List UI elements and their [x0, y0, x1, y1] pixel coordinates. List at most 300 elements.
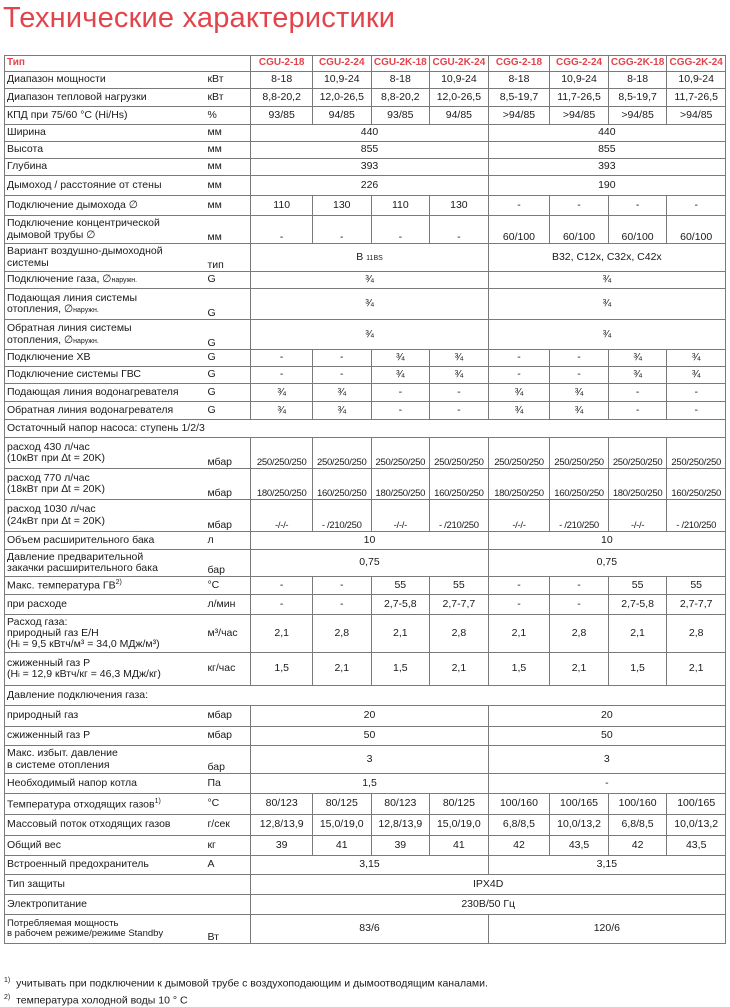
- label-text: Подключение газа, ∅: [7, 273, 111, 285]
- cgg-group-value: ¾: [488, 320, 725, 350]
- exp-tank-unit: л: [206, 532, 250, 550]
- natural-gas-label: [5, 706, 207, 727]
- value-cell: 2,8: [312, 615, 371, 653]
- row-flow-430: [5, 438, 726, 469]
- chimney-label: [5, 176, 207, 196]
- value-cell: ¾: [667, 350, 726, 367]
- label-text: Массовый поток отходящих газов: [7, 818, 170, 830]
- row-height: [5, 142, 726, 159]
- page-title: Технические характеристики: [3, 2, 395, 35]
- heater-return-label: [5, 402, 207, 420]
- label-text: закачки расширительного бака: [7, 562, 158, 574]
- value-cell: 8,8-20,2: [371, 89, 430, 107]
- heater-return-unit: G: [206, 402, 250, 420]
- value-cell: ¾: [488, 402, 550, 420]
- value-cell: -: [312, 216, 371, 244]
- row-flow-line: [5, 289, 726, 320]
- return-line-unit: G: [206, 320, 250, 350]
- protection-value: IPX4D: [251, 875, 726, 895]
- value-cell: 12,0-26,5: [430, 89, 489, 107]
- cgu-group-value: 855: [251, 142, 488, 159]
- gas-flow-lpg-hi: (H: [7, 668, 18, 680]
- power-range-label: [5, 72, 207, 89]
- row-efficiency: [5, 107, 726, 125]
- row-dhw: [5, 367, 726, 384]
- cgu-group-value: 1,5: [251, 774, 488, 794]
- value-cell: 100/160: [488, 794, 550, 815]
- value-cell: 42: [608, 836, 667, 856]
- hi-subscript: i: [18, 642, 20, 649]
- label-text: Подключение концентрической: [7, 217, 160, 229]
- label-text: Диапазон тепловой нагрузки: [7, 91, 147, 103]
- value-cell: -: [251, 595, 313, 615]
- weight-label: [5, 836, 207, 856]
- label-text: Температура отходящих газов: [7, 798, 155, 810]
- value-cell: - /210/250: [312, 500, 371, 532]
- value-cell: 80/123: [251, 794, 313, 815]
- value-cell: 160/250/250: [667, 469, 726, 500]
- row-supply: [5, 895, 726, 915]
- row-air-flue: [5, 244, 726, 272]
- value-cell: 8-18: [488, 72, 550, 89]
- cold-water-label: [5, 350, 207, 367]
- value-cell: 15,0/19,0: [430, 815, 489, 836]
- value-cell: -: [312, 350, 371, 367]
- consumption-unit: Вт: [206, 915, 250, 944]
- value-cell: 10,0/13,2: [550, 815, 609, 836]
- value-cell: 10,9-24: [430, 72, 489, 89]
- gas-flow-title: Расход газа:: [7, 616, 67, 628]
- label-text: расход 430 л/час: [7, 441, 90, 453]
- value-cell: 94/85: [312, 107, 371, 125]
- cgu-group-value: 20: [251, 706, 488, 727]
- footnote-mark: 1): [155, 798, 161, 805]
- value-cell: -: [430, 216, 489, 244]
- return-line-label: [5, 320, 207, 350]
- value-cell: 60/100: [550, 216, 609, 244]
- cgu-group-value: ¾: [251, 272, 488, 289]
- value-cell: 8-18: [251, 72, 313, 89]
- value-cell: 41: [312, 836, 371, 856]
- natural-gas-unit: мбар: [206, 706, 250, 727]
- value-cell: 93/85: [371, 107, 430, 125]
- row-natural-gas: [5, 706, 726, 727]
- cgu-group-value: ¾: [251, 320, 488, 350]
- value-cell: -: [251, 216, 313, 244]
- cgg-group-value: ¾: [488, 272, 725, 289]
- row-at-flow: [5, 595, 726, 615]
- flow-1030-unit: мбар: [206, 500, 250, 532]
- footnote-mark: 2): [116, 579, 122, 586]
- gas-conn-unit: G: [206, 272, 250, 289]
- value-cell: 60/100: [488, 216, 550, 244]
- flow-770-label: [5, 469, 207, 500]
- row-flow-770: [5, 469, 726, 500]
- value-cell: -: [371, 384, 430, 402]
- value-cell: 180/250/250: [608, 469, 667, 500]
- value-cell: 160/250/250: [312, 469, 371, 500]
- row-lpg: [5, 727, 726, 746]
- value-cell: 250/250/250: [667, 438, 726, 469]
- value-cell: ¾: [312, 402, 371, 420]
- value-cell: -: [488, 350, 550, 367]
- flow-line-label: [5, 289, 207, 320]
- power-range-unit: кВт: [206, 72, 250, 89]
- row-consumption: [5, 915, 726, 944]
- value-cell: -: [667, 384, 726, 402]
- label-text: Общий вес: [7, 839, 61, 851]
- cgg-group-value: 120/6: [488, 915, 725, 944]
- cgg-group-value: 393: [488, 159, 725, 176]
- value-cell: 2,7-5,8: [371, 595, 430, 615]
- cgg-group-value: 3: [488, 746, 725, 774]
- value-cell: -: [251, 350, 313, 367]
- flow-line-unit: G: [206, 289, 250, 320]
- weight-unit: кг: [206, 836, 250, 856]
- footnote-2: $^{2)}$ температура холодной воды 10 ° C: [4, 991, 488, 1007]
- cgu-group-value: 50: [251, 727, 488, 746]
- value-cell: -: [488, 577, 550, 595]
- value-cell: 250/250/250: [430, 438, 489, 469]
- value-cell: -/-/-: [488, 500, 550, 532]
- header-model: CGG-2-18: [488, 56, 550, 72]
- exp-tank-label: [5, 532, 207, 550]
- value-cell: 8,5-19,7: [608, 89, 667, 107]
- label-text: Глубина: [7, 160, 47, 172]
- value-cell: 1,5: [608, 653, 667, 686]
- air-flue-label: [5, 244, 207, 272]
- cgu-group-value: 10: [251, 532, 488, 550]
- value-cell: 2,7-7,7: [667, 595, 726, 615]
- value-cell: 60/100: [667, 216, 726, 244]
- value-cell: 1,5: [251, 653, 313, 686]
- cgu-group-value: ¾: [251, 289, 488, 320]
- value-cell: 160/250/250: [550, 469, 609, 500]
- value-cell: -: [667, 196, 726, 216]
- label-text: Подающая линия водонагревателя: [7, 386, 179, 398]
- label-text: дымовой трубы ∅: [7, 229, 95, 241]
- label-text: КПД при 75/60 °C (Hi/Hs): [7, 109, 128, 121]
- value-cell: 2,8: [667, 615, 726, 653]
- row-coax-conn: [5, 216, 726, 244]
- header-model: CGG-2K-24: [667, 56, 726, 72]
- label-subscript: наружн.: [73, 307, 99, 314]
- row-pre-pressure: [5, 550, 726, 577]
- header-unit-cell: [206, 56, 250, 72]
- value-cell: 55: [430, 577, 489, 595]
- label-subscript: наружн.: [111, 277, 137, 284]
- value-cell: -: [550, 196, 609, 216]
- value-cell: 100/165: [667, 794, 726, 815]
- value-cell: ¾: [608, 367, 667, 384]
- value-cell: 1,5: [371, 653, 430, 686]
- at-flow-unit: л/мин: [206, 595, 250, 615]
- coax-conn-unit: мм: [206, 216, 250, 244]
- label-text: Вариант воздушно-дымоходной: [7, 245, 163, 257]
- value-cell: 6,8/8,5: [608, 815, 667, 836]
- cgg-group-value: ¾: [488, 289, 725, 320]
- cgu-group-value: [251, 244, 488, 272]
- label-text: (10кВт при ∆t = 20K): [7, 452, 105, 464]
- footnote-1: $^{1)}$ учитывать при подключении к дымовой трубе с воздухоподающим и дымоотводящим каналами.: [4, 974, 488, 991]
- value-cell: 41: [430, 836, 489, 856]
- value-cell: 100/165: [550, 794, 609, 815]
- value-cell: -: [608, 402, 667, 420]
- value-cell: -: [251, 577, 313, 595]
- pre-pressure-unit: бар: [206, 550, 250, 577]
- row-mass-flow: [5, 815, 726, 836]
- row-gas-lpg: [5, 653, 726, 686]
- flow-430-label: [5, 438, 207, 469]
- hi-subscript: i: [18, 672, 20, 679]
- flue-conn-label: [5, 196, 207, 216]
- value-cell: 8,5-19,7: [488, 89, 550, 107]
- gas-flow-ng-label: [5, 615, 207, 653]
- value-cell: 110: [371, 196, 430, 216]
- value-cell: 2,1: [251, 615, 313, 653]
- value-cell: 10,9-24: [667, 72, 726, 89]
- draught-label: [5, 774, 207, 794]
- value-cell: ¾: [550, 384, 609, 402]
- label-text: Потребляемая мощность: [7, 918, 119, 929]
- heat-load-label: [5, 89, 207, 107]
- label-text: Дымоход / расстояние от стены: [7, 179, 162, 191]
- row-exp-tank: [5, 532, 726, 550]
- value-cell: >94/85: [608, 107, 667, 125]
- label-text: Подключение системы ГВС: [7, 368, 141, 380]
- value-cell: 42: [488, 836, 550, 856]
- flow-1030-label: [5, 500, 207, 532]
- row-fuse: [5, 856, 726, 875]
- draught-unit: Па: [206, 774, 250, 794]
- consumption-label: [5, 915, 207, 944]
- label-text: Подключение дымохода ∅: [7, 199, 138, 211]
- value-cell: -: [550, 595, 609, 615]
- value-cell: - /210/250: [667, 500, 726, 532]
- label-text: Обратная линия системы: [7, 322, 132, 334]
- row-power-range: [5, 72, 726, 89]
- row-draught: [5, 774, 726, 794]
- value-cell: 80/125: [312, 794, 371, 815]
- value-cell: 93/85: [251, 107, 313, 125]
- value-cell: 12,8/13,9: [371, 815, 430, 836]
- cold-water-unit: G: [206, 350, 250, 367]
- value-cell: ¾: [608, 350, 667, 367]
- value-cell: 55: [667, 577, 726, 595]
- header-model: CGU-2K-18: [371, 56, 430, 72]
- row-pump-head: [5, 420, 726, 438]
- row-chimney: [5, 176, 726, 196]
- value-cell: ¾: [312, 384, 371, 402]
- gas-flow-ng-spec: = 9,5 кВтч/м³ = 34,0 МДж/м³): [20, 638, 160, 650]
- value-cell: ¾: [371, 350, 430, 367]
- specs-table: [4, 55, 726, 944]
- value-cell: 100/160: [608, 794, 667, 815]
- value-cell: 250/250/250: [251, 438, 313, 469]
- value-cell: -: [667, 402, 726, 420]
- value-cell: 55: [371, 577, 430, 595]
- value-cell: ¾: [251, 384, 313, 402]
- value-cell: 250/250/250: [550, 438, 609, 469]
- air-flue-type: B: [356, 251, 363, 263]
- row-gas-ng: [5, 615, 726, 653]
- gas-flow-lpg-unit: кг/час: [206, 653, 250, 686]
- value-cell: 2,8: [550, 615, 609, 653]
- value-cell: ¾: [251, 402, 313, 420]
- value-cell: 10,9-24: [550, 72, 609, 89]
- value-cell: -: [488, 196, 550, 216]
- max-dhw-temp-unit: °C: [206, 577, 250, 595]
- value-cell: -: [430, 384, 489, 402]
- label-text: отопления, ∅: [7, 303, 73, 315]
- gas-pressure-section-label: Давление подключения газа:: [5, 686, 726, 706]
- value-cell: 39: [371, 836, 430, 856]
- label-text: Обратная линия водонагревателя: [7, 404, 173, 416]
- value-cell: -: [371, 216, 430, 244]
- label-text: Подающая линия системы: [7, 292, 137, 304]
- value-cell: 2,1: [312, 653, 371, 686]
- value-cell: -: [312, 595, 371, 615]
- row-gas-conn: [5, 272, 726, 289]
- value-cell: - /210/250: [430, 500, 489, 532]
- max-pressure-label: [5, 746, 207, 774]
- value-cell: 2,1: [608, 615, 667, 653]
- height-unit: мм: [206, 142, 250, 159]
- label-text: Макс. избыт. давление: [7, 747, 118, 759]
- dhw-unit: G: [206, 367, 250, 384]
- label-text: (24кВт при ∆t = 20K): [7, 515, 105, 527]
- value-cell: 2,8: [430, 615, 489, 653]
- value-cell: >94/85: [667, 107, 726, 125]
- row-protection: [5, 875, 726, 895]
- row-flow-1030: [5, 500, 726, 532]
- cgg-group-value: 50: [488, 727, 725, 746]
- value-cell: 12,8/13,9: [251, 815, 313, 836]
- protection-label: Тип защиты: [5, 875, 251, 895]
- value-cell: 10,9-24: [312, 72, 371, 89]
- value-cell: -: [550, 350, 609, 367]
- width-unit: мм: [206, 125, 250, 142]
- label-text: расход 1030 л/час: [7, 503, 96, 515]
- cgg-group-value: 10: [488, 532, 725, 550]
- value-cell: 1,5: [488, 653, 550, 686]
- label-text: Встроенный предохранитель: [7, 858, 149, 870]
- value-cell: -: [251, 367, 313, 384]
- dhw-label: [5, 367, 207, 384]
- cgg-group-value: 0,75: [488, 550, 725, 577]
- supply-label: Электропитание: [5, 895, 251, 915]
- header-model: CGG-2-24: [550, 56, 609, 72]
- value-cell: 2,7-5,8: [608, 595, 667, 615]
- mass-flow-label: [5, 815, 207, 836]
- row-heater-return: [5, 402, 726, 420]
- row-max-pressure: [5, 746, 726, 774]
- value-cell: 250/250/250: [608, 438, 667, 469]
- gas-flow-ng-unit: м³/час: [206, 615, 250, 653]
- value-cell: -: [550, 577, 609, 595]
- value-cell: 10,0/13,2: [667, 815, 726, 836]
- efficiency-unit: %: [206, 107, 250, 125]
- row-weight: [5, 836, 726, 856]
- depth-label: [5, 159, 207, 176]
- value-cell: 2,1: [488, 615, 550, 653]
- cgg-group-value: -: [488, 774, 725, 794]
- value-cell: 43,5: [667, 836, 726, 856]
- gas-flow-lpg-spec: = 12,9 кВтч/кг = 46,3 МДж/кг): [20, 668, 161, 680]
- value-cell: ¾: [371, 367, 430, 384]
- gas-flow-ng-name: природный газ E/H: [7, 627, 99, 639]
- fuse-unit: A: [206, 856, 250, 875]
- cgg-group-value: 440: [488, 125, 725, 142]
- value-cell: 8-18: [371, 72, 430, 89]
- cgu-group-value: 393: [251, 159, 488, 176]
- row-heater-flow: [5, 384, 726, 402]
- label-text: в системе отопления: [7, 759, 110, 771]
- value-cell: -: [430, 402, 489, 420]
- value-cell: -: [608, 196, 667, 216]
- value-cell: 60/100: [608, 216, 667, 244]
- label-text: Подключение ХВ: [7, 351, 91, 363]
- label-text: в рабочем режиме/режиме Standby: [7, 928, 163, 939]
- value-cell: 8-18: [608, 72, 667, 89]
- value-cell: 250/250/250: [488, 438, 550, 469]
- chimney-unit: мм: [206, 176, 250, 196]
- header-model: CGG-2K-18: [608, 56, 667, 72]
- value-cell: -: [550, 367, 609, 384]
- value-cell: 110: [251, 196, 313, 216]
- coax-conn-label: [5, 216, 207, 244]
- header-model: CGU-2-24: [312, 56, 371, 72]
- fuse-label: [5, 856, 207, 875]
- lpg-unit: мбар: [206, 727, 250, 746]
- value-cell: ¾: [488, 384, 550, 402]
- cgg-group-value: 190: [488, 176, 725, 196]
- row-flue-conn: [5, 196, 726, 216]
- label-text: Давление предварительной: [7, 551, 143, 563]
- label-text: системы: [7, 257, 49, 269]
- efficiency-label: [5, 107, 207, 125]
- value-cell: 250/250/250: [312, 438, 371, 469]
- label-subscript: наружн.: [73, 338, 99, 345]
- value-cell: -/-/-: [371, 500, 430, 532]
- value-cell: ¾: [550, 402, 609, 420]
- value-cell: - /210/250: [550, 500, 609, 532]
- value-cell: -/-/-: [251, 500, 313, 532]
- value-cell: -: [312, 367, 371, 384]
- at-flow-label: [5, 595, 207, 615]
- max-dhw-temp-label: [5, 577, 207, 595]
- value-cell: -: [608, 384, 667, 402]
- label-text: (18кВт при ∆t = 20K): [7, 483, 105, 495]
- flow-770-unit: мбар: [206, 469, 250, 500]
- pump-head-section-label: Остаточный напор насоса: ступень 1/2/3: [5, 420, 726, 438]
- label-text: Диапазон мощности: [7, 73, 106, 85]
- label-text: при расходе: [7, 598, 67, 610]
- row-max-dhw-temp: [5, 577, 726, 595]
- cgu-group-value: 0,75: [251, 550, 488, 577]
- air-flue-unit: тип: [206, 244, 250, 272]
- value-cell: 12,0-26,5: [312, 89, 371, 107]
- header-type-label: Тип: [5, 56, 207, 72]
- row-flue-temp: [5, 794, 726, 815]
- value-cell: 55: [608, 577, 667, 595]
- value-cell: 80/123: [371, 794, 430, 815]
- value-cell: 15,0/19,0: [312, 815, 371, 836]
- value-cell: >94/85: [550, 107, 609, 125]
- lpg-label: [5, 727, 207, 746]
- value-cell: ¾: [430, 350, 489, 367]
- value-cell: -: [488, 595, 550, 615]
